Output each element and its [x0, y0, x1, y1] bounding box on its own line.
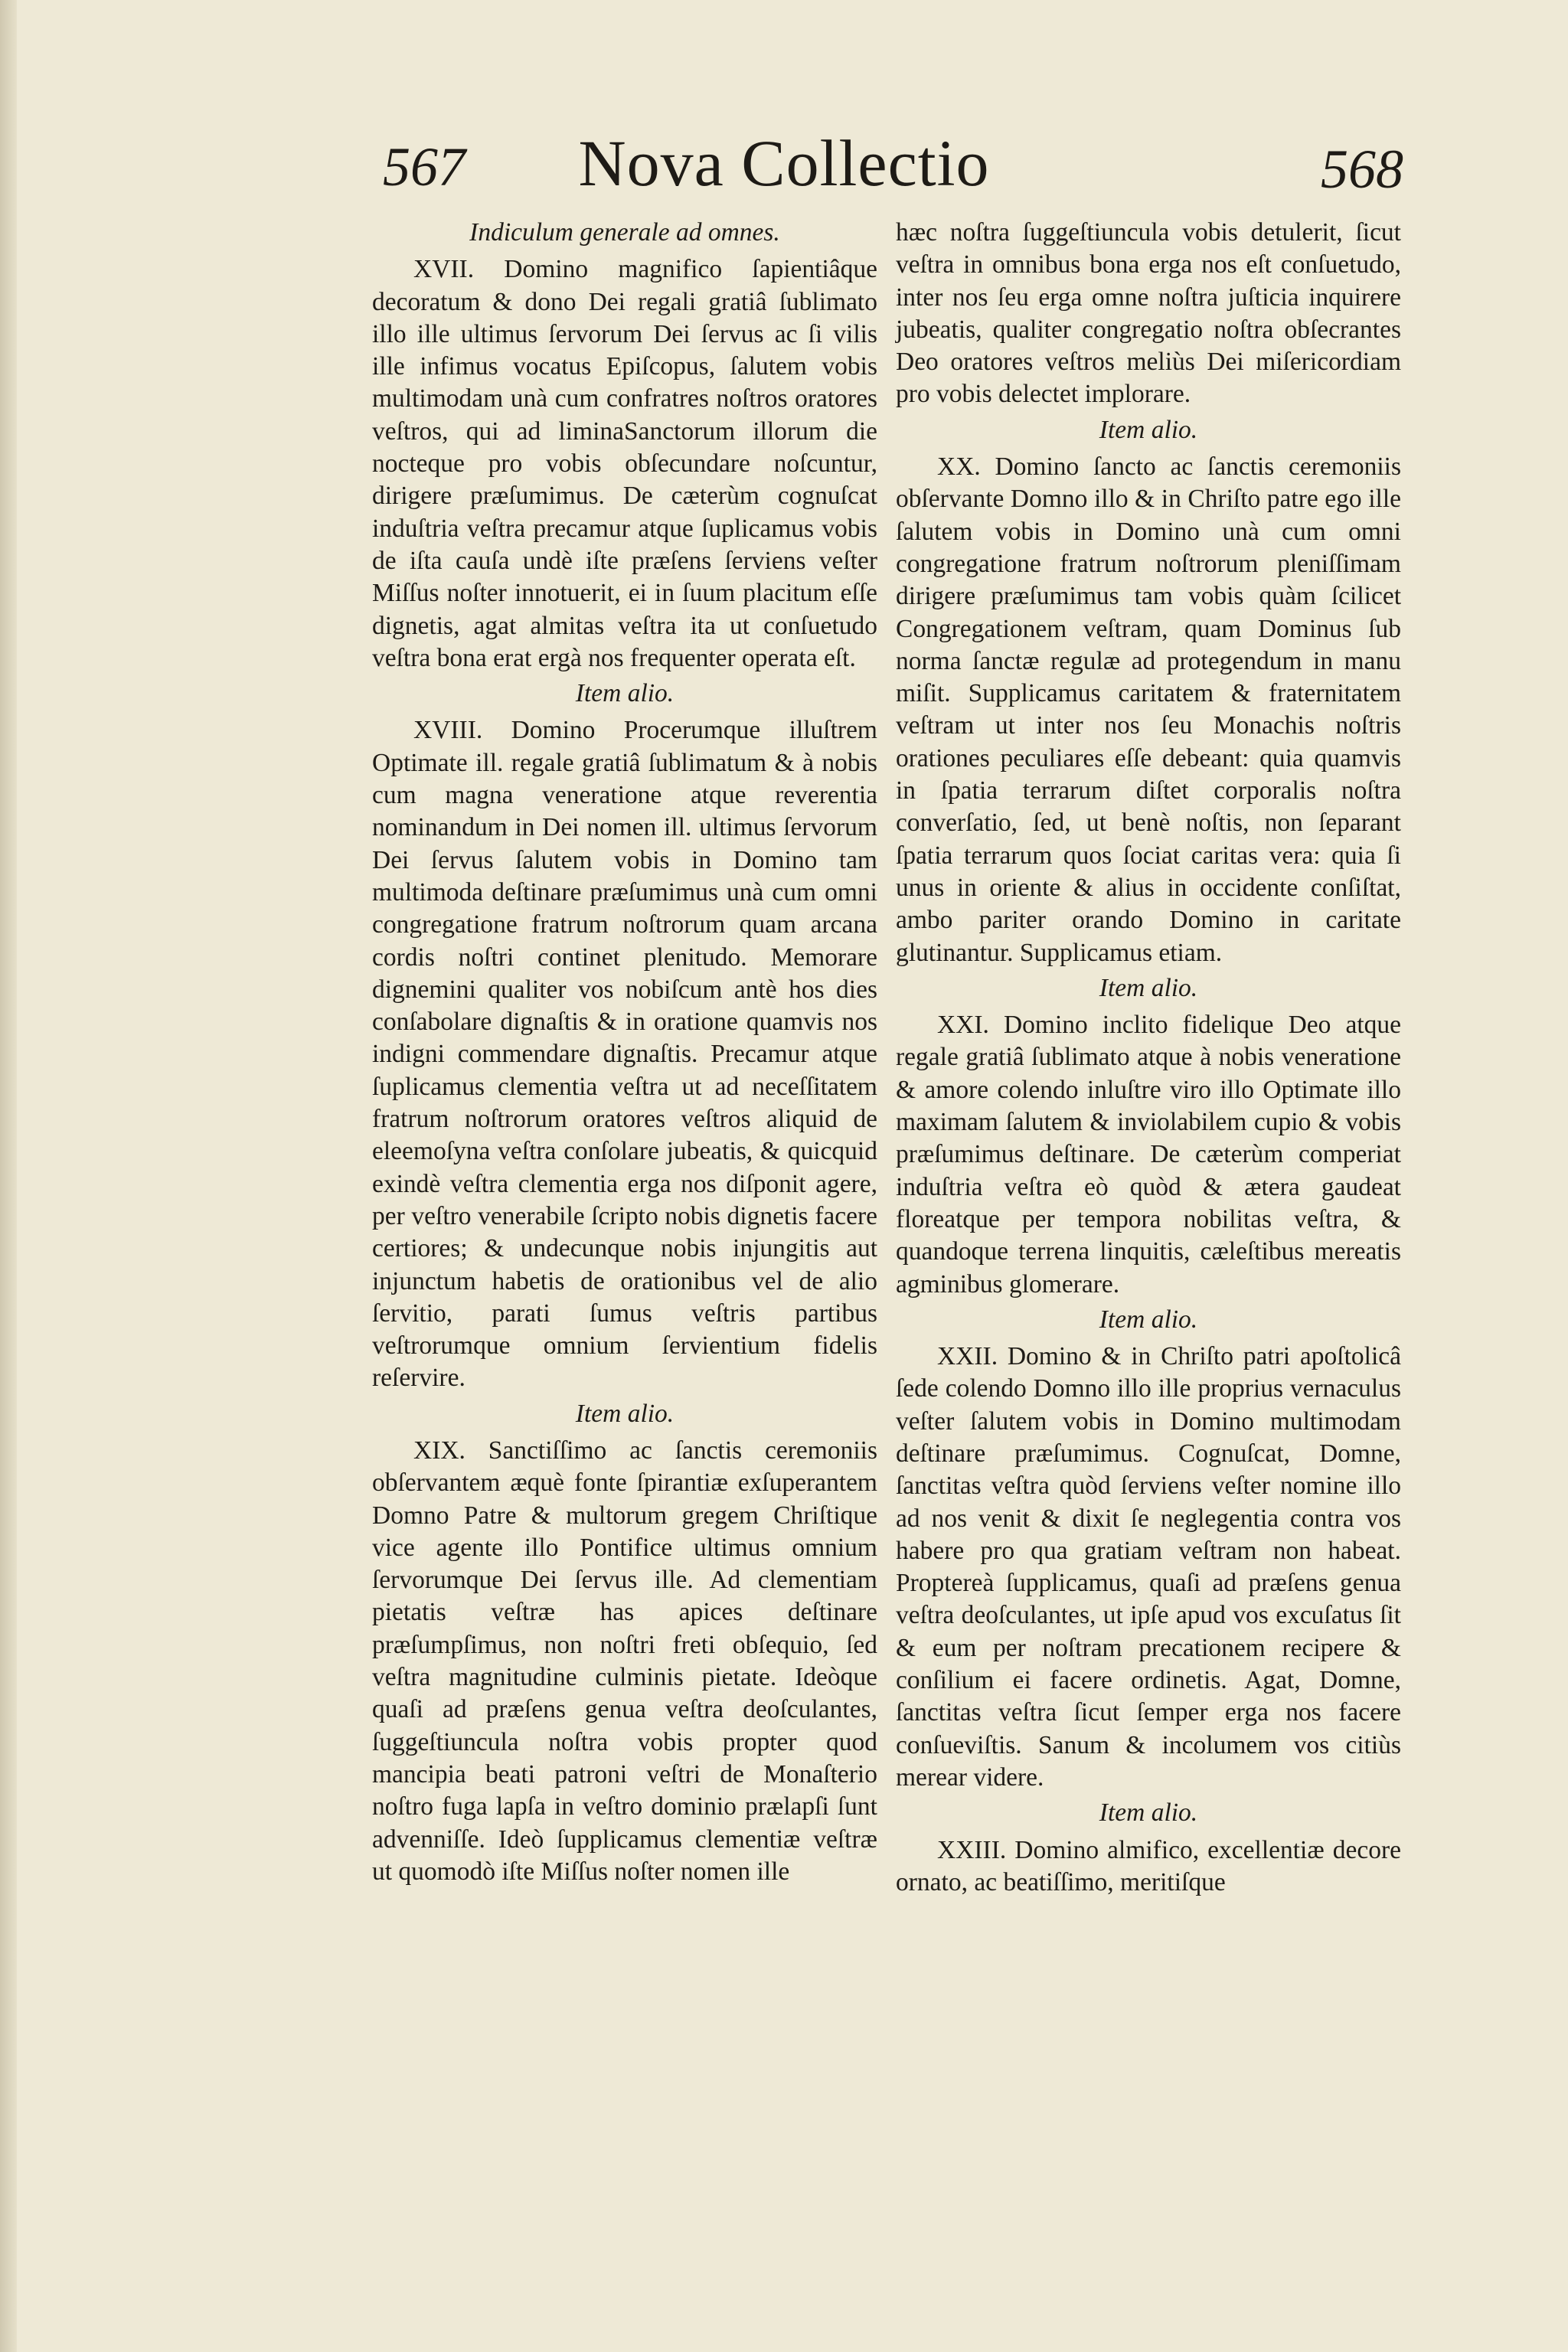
left-page-number: 567 — [383, 136, 466, 198]
paragraph-text: Domino & in Chriſto patri apoſtolicâ ſede colendo Domno illo ille proprius vernaculus veſter ſalutem vobis in Domino multimodam deſtinare præſumimus. Cognuſcat, Domne, ſanctitas veſtra quòd ſerviens veſter nomine illo ad nos venit & dixit ſe neglegentia contra vos habere pro qua gratiam veſtram non habeat. Propterеà ſupplicamus, quaſi ad præſens genua veſtra deoſculantes, ut ipſe apud vos excuſatus ſit & eum per noſtram precationem recipere & conſilium ei facere ordinetis. Agat, Domne, ſanctitas veſtra ſicut ſemper erga nos facere conſueviſtis. Sanum & incolumem vos citiùs merear videre. — [896, 1342, 1401, 1792]
section-heading: Item alio. — [575, 1399, 675, 1428]
paragraph-text: Domino magnifico ſapientiâque decoratum & dono Dei regali gratiâ ſublimato illo ille ultimus ſervorum Dei ſervus ac ſi vilis ille infimus vocatus Epiſcopus, ſalutem vobis multimodam unà cum confratres noſtros oratores veſtros, qui ad liminaSanctorum illorum die nocteque pro vobis obſecundare noſcuntur, dirigere præſumimus. De cæterùm cognuſcat induſtria veſtra precamur atque ſuplicamus vobis de iſta cauſa undè iſte præſens ſerviens veſter Miſſus noſter innotuerit, ei in ſuum placitum eſſe dignetis, agat almitas veſtra ita ut conſuetudo veſtra bona erat ergà nos frequenter operata eſt. — [372, 255, 878, 672]
paragraph-text: Domino almifico, excellentiæ decore ornato, ac beatiſſimo, meritiſque — [896, 1835, 1402, 1896]
paragraph-numeral: XXIII. — [937, 1835, 1007, 1864]
paragraph-xviii — [372, 714, 877, 1394]
paragraph-continuation: hæc noſtra ſuggeſtiuncula vobis detulerit, ſicut veſtra in omnibus bona erga nos eſt conſuetudo, inter nos ſeu erga omne noſtra juſticia inquirere jubeatis, qualiter congregatio noſtra obſecrantes Deo oratores veſtros meliùs Dei miſericordiam pro vobis delectet implorare. — [896, 218, 1401, 409]
paragraph-xix — [372, 1435, 877, 1888]
right-column — [896, 217, 1401, 1899]
section-heading: Item alio. — [1099, 1305, 1198, 1334]
paragraph-xxii — [896, 1341, 1401, 1794]
section-heading: Item alio. — [575, 679, 675, 708]
paragraph-numeral: XXI. — [937, 1011, 989, 1040]
paragraph-text: Domino ſancto ac ſanctis ceremoniis obſervante Domno illo & in Chriſto patre ego ille ſalutem vobis in Domino unà cum omni congregatione fratrum noſtrorum pleniſſimam dirigere præſumimus tam vobis quàm ſcilicet Congregationem veſtram, quam Dominus ſub norma ſanctæ regulæ ad protegendum in manu miſit. Supplicamus caritatem & fraternitatem veſtram ut inter nos ſeu Monachis noſtris orationes peculiares eſſe debeant: quia quamvis in ſpatia terrarum diſtet corporalis noſtra converſatio, ſed, ut benè noſtis, non ſeparant ſpatia terrarum quos ſociat caritas vera: quia ſi unus in oriente & alius in occidente conſiſtat, ambo pariter orando Domino in caritate glutinantur. Supplicamus etiam. — [896, 452, 1401, 967]
running-title: Nova Collectio — [578, 126, 990, 200]
right-page-number: 568 — [1321, 139, 1403, 200]
paragraph-xxi — [896, 1009, 1401, 1301]
paragraph-numeral: XX. — [937, 452, 981, 482]
section-heading: Indiculum generale ad omnes. — [469, 218, 780, 247]
binding-edge — [0, 0, 17, 2352]
paragraph-numeral: XVII. — [413, 255, 475, 284]
paragraph-text: Domino Procerumque illuſtrem Optimate ill. regale gratiâ ſublimatum & à nobis cum magna veneratione atque reverentia nominandum in Dei nomen ill. ultimus ſervorum Dei ſervus ſalutem vobis in Domino tam multimoda deſtinare præſumimus unà cum omni congregatione fratrum noſtrorum quam arcana cordis noſtri continet plenitudo. Memorare dignemini qualiter vos nobiſcum antè hos dies conſabolare dignaſtis & in oratione quamvis nos indigni commendare dignaſtis. Precamur atque ſuplicamus clementia veſtra ut ad neceſſitatem fratrum noſtrorum oratores veſtros aliquid de eleemoſyna veſtra conſolare jubeatis, & quicquid exindè veſtra clementia erga nos diſponit agere, per veſtro venerabile ſcripto nobis dignetis facere certiores; & undecunque nobis injungitis aut injunctum habetis de orationibus vel de alio ſervitio, parati ſumus veſtris partibus veſtrorumque omnium ſervientium fidelis reſervire. — [372, 716, 877, 1393]
paragraph-xx — [896, 451, 1401, 969]
section-heading: Item alio. — [1099, 1798, 1198, 1828]
paragraph-numeral: XVIII. — [413, 716, 483, 745]
paragraph-text: Sanctiſſimo ac ſanctis ceremoniis obſervantem æquè fonte ſpirantiæ exſuperantem Domno Patre & multorum gregem Chriſtique vice agente illo Pontifice ultimus omnium ſervorumque Dei ſervus ille. Ad clementiam pietatis veſtræ has apices deſtinare præſumpſimus, non noſtri freti obſequio, ſed veſtra magnitudine culminis pietate. Ideòque quaſi ad præſens genua veſtra deoſculantes, ſuggeſtiuncula noſtra vobis propter quod mancipia beati patroni veſtri de Monaſterio noſtro fuga lapſa in veſtro dominio prælapſi ſunt advenniſſe. Ideò ſupplicamus clementiæ veſtræ ut quomodò iſte Miſſus noſter nomen ille — [372, 1436, 878, 1886]
paragraph-text: Domino inclito fidelique Deo atque regale gratiâ ſublimato atque à nobis veneratione & amore colendo inluſtre viro illo Optimate illo maximam ſalutem & inviolabilem cupio & vobis præſumimus deſtinare. De cæterùm comperiat induſtria veſtra eò quòd & ætera gaudeat floreatque per tempora nobilitas veſtra, & quandoque terrena linquitis, cæleſtibus mereatis agminibus glomerare. — [896, 1011, 1402, 1298]
paragraph-xxiii — [896, 1834, 1401, 1900]
paragraph-xvii — [372, 253, 877, 675]
paragraph-numeral: XXII. — [937, 1342, 998, 1371]
running-head — [0, 122, 1568, 214]
paragraph-numeral: XIX. — [413, 1436, 466, 1465]
section-heading: Item alio. — [1099, 415, 1198, 444]
left-column — [372, 217, 877, 1888]
section-heading: Item alio. — [1099, 973, 1198, 1002]
